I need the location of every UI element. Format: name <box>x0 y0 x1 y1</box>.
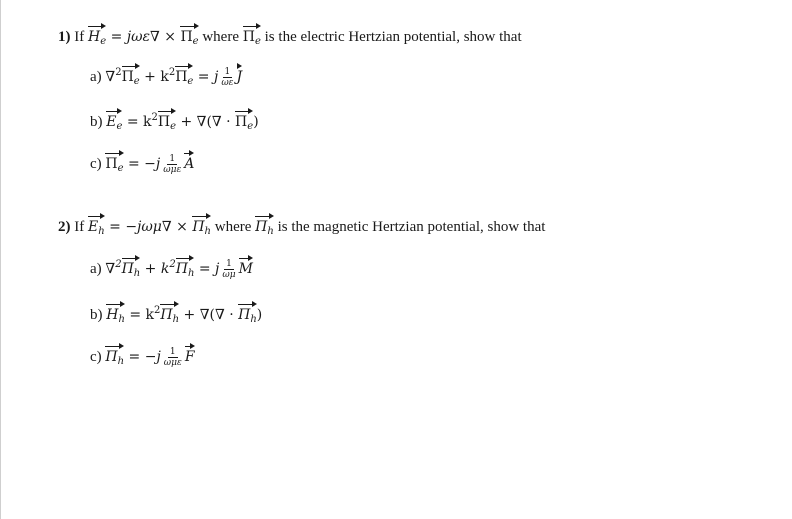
fraction: $\frac{1}{\text{ωμε}}$ <box>163 153 182 175</box>
problem-2c: c) $\Pi_h = -j$ $\frac{1}{\text{ωμε}}$ F <box>90 346 195 368</box>
problem-2-number: 2) <box>58 219 71 235</box>
problem-2-lead: If <box>74 219 85 235</box>
problem-2-description: is the magnetic Hertzian potential, show that <box>273 219 546 235</box>
vector-Pi-e-ref: $\Pi_e$ <box>243 25 261 46</box>
problem-1-lead: If <box>74 29 85 45</box>
problem-2-statement: 2) If $E_h = -j\omega\mu\nabla \times \Pi_h$ where $\Pi_h$ is the magnetic Hertzian potential, show that <box>58 215 545 236</box>
problem-1-statement <box>58 25 522 46</box>
vector-Pi-h: $\Pi_h$ <box>192 215 211 236</box>
vector-Eh: $E_h$ <box>88 215 105 236</box>
problem-1c: c) $\Pi_e = -j$ $\frac{1}{\text{ωμε}}$ A <box>90 153 195 175</box>
eq-rhs-1: = jωε∇ × <box>106 29 181 45</box>
problem-1b: b) $E_e = k^2\Pi_e$ + ∇(∇ · $\Pi_e$) <box>90 112 259 132</box>
vector-Pi-e: $\Pi_e$ <box>180 25 198 46</box>
problem-1-number: 1) <box>58 29 71 45</box>
vector-He: $H_e$ <box>88 25 106 46</box>
fraction: $\frac{1}{\omega\varepsilon}$ <box>221 66 234 88</box>
problem-1-description: is the electric Hertzian potential, show that <box>260 29 522 45</box>
problem-1a: a) $\nabla^2\Pi_e + k^2\Pi_e = j$ $\frac{1}{\omega\varepsilon}$ J <box>90 66 243 88</box>
vector-F: F <box>185 345 195 366</box>
vector-Ee: $E_e$ <box>106 110 122 131</box>
problem-2a: a) $\nabla^2\Pi_h + k^2\Pi_h = j$ $\frac{1}{\omega\mu}$ M <box>90 258 253 280</box>
part-label: a) <box>90 69 102 85</box>
problem-2b: b) $H_h = k^2\Pi_h$ + ∇(∇ · $\Pi_h$) <box>90 305 263 325</box>
vector-M: M <box>239 257 253 278</box>
eq-rhs-2: = −jωμ∇ × <box>104 219 193 235</box>
vector-Hh: $H_h$ <box>106 303 125 324</box>
fraction: $\frac{1}{\text{ωμε}}$ <box>163 346 182 368</box>
fraction: $\frac{1}{\omega\mu}$ <box>222 258 236 280</box>
vector-A: A <box>184 152 194 173</box>
vector-J: J <box>237 65 243 86</box>
where-word: where <box>198 29 243 45</box>
